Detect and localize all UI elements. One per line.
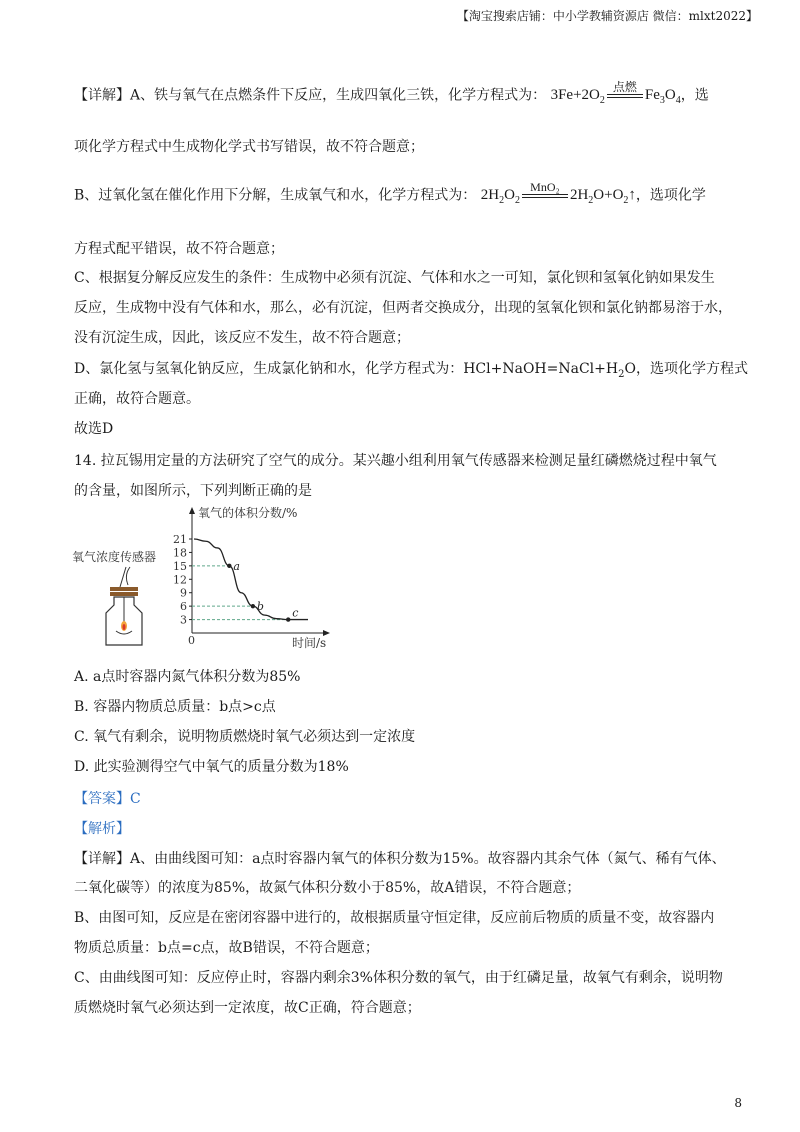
oxygen-sensor-figure [70,505,340,655]
analysis-label: 【解析】 [74,821,130,837]
point-a [227,564,231,568]
sensor-label: 氧气浓度传感器 [72,550,157,564]
y-axis-arrow [189,507,195,514]
text-line: 项化学方程式中生成物化学式书写错误，故不符合题意； [74,139,424,155]
detail-a-line: 【详解】A、铁与氧气在点燃条件下反应，生成四氧化三铁，化学方程式为： $3Fe+2O_2$ 点燃 $Fe_3O_4$，选 [74,81,709,111]
equation-b: $2H_2O_2$ MnO₂ $2H_2O+O_2↑$ [481,187,636,203]
text-line: C、由曲线图可知：反应停止时，容器内剩余3%体积分数的氧气，由于红磷足量，故氧气有剩余，说明物 [74,970,723,986]
y-axis-title: 氧气的体积分数/% [198,506,298,520]
y-tick-label: 21 [173,533,187,546]
text-line: 质燃烧时氧气必须达到一定浓度，故C正确，符合题意； [74,1000,421,1016]
answer-label: 【答案】C [74,791,141,807]
point-label-a: a [233,559,240,573]
x-axis-title: 时间/s [292,636,327,650]
origin-label: 0 [188,634,195,647]
point-label-b: b [256,600,264,614]
text-line: 反应，生成物中没有气体和水，那么，必有沉淀，但两者交换成分，出现的氢氧化钡和氯化钠都易溶于水， [74,300,732,316]
text-line: 物质总质量：b点=c点，故B错误，不符合题意； [74,940,379,956]
detail-d-line: D、氯化氢与氢氧化钠反应，生成氯化钠和水，化学方程式为：$HCl+NaOH=NaCl+H_2O$，选项化学方程式 [74,361,748,380]
text-line: C、根据复分解反应发生的条件：生成物中必须有沉淀、气体和水之一可知，氯化钡和氢氧化钠如果发生 [74,270,715,286]
point-c [286,617,290,621]
y-tick-label: 9 [180,586,187,600]
y-tick-label: 18 [173,546,187,560]
y-tick-label: 15 [173,559,187,573]
text-line: 没有沉淀生成，因此，该反应不发生，故不符合题意； [74,330,410,346]
equation-a: $3Fe+2O_2$ 点燃 $Fe_3O_4$ [551,87,681,103]
oxygen-curve [194,539,308,620]
condition-catalyst: MnO₂ [522,181,568,211]
text-line: 的含量，如图所示，下列判断正确的是 [74,483,312,499]
oxygen-chart [173,505,330,650]
text-line: 正确，故符合题意。 [74,391,200,407]
point-b [251,604,255,608]
option-a: A. a点时容器内氮气体积分数为85% [74,669,301,685]
question-14: 14. 拉瓦锡用定量的方法研究了空气的成分。某兴趣小组利用氧气传感器来检测足量红磷燃烧过程中氧气 [74,453,717,469]
option-d: D. 此实验测得空气中氧气的质量分数为18% [74,759,349,775]
detail-a-text: 【详解】A、铁与氧气在点燃条件下反应，生成四氧化三铁，化学方程式为： [74,87,547,104]
sensor-bottle-illustration [72,549,156,645]
text-line: B、由图可知，反应是在密闭容器中进行的，故根据质量守恒定律，反应前后物质的质量不变，故容器内 [74,910,715,926]
y-tick-label: 12 [173,573,187,587]
option-b: B. 容器内物质总质量：b点>c点 [74,699,276,715]
text-line: 故选D [74,421,114,437]
detail-b-line: B、过氧化氢在催化作用下分解，生成氧气和水，化学方程式为： $2H_2O_2$ MnO₂ $2H_2O+O_2↑$，选项化学 [74,181,706,211]
text-line: 二氧化碳等）的浓度为85%，故氮气体积分数小于85%，故A错误，不符合题意； [74,880,581,896]
option-c: C. 氧气有剩余，说明物质燃烧时氧气必须达到一定浓度 [74,729,416,745]
point-label-c: c [292,606,299,620]
condition-ignite: 点燃 [607,81,643,111]
page-header: 【淘宝搜索店铺：中小学教辅资源店 微信：mlxt2022】 [456,9,758,23]
text-line: 【详解】A、由曲线图可知：a点时容器内氧气的体积分数为15%。故容器内其余气体（氮气、稀有气体、 [74,851,726,867]
page-number: 8 [734,1096,742,1110]
y-tick-label: 6 [180,600,187,614]
y-tick-label: 3 [180,613,187,627]
text-line: 方程式配平错误，故不符合题意； [74,241,284,257]
